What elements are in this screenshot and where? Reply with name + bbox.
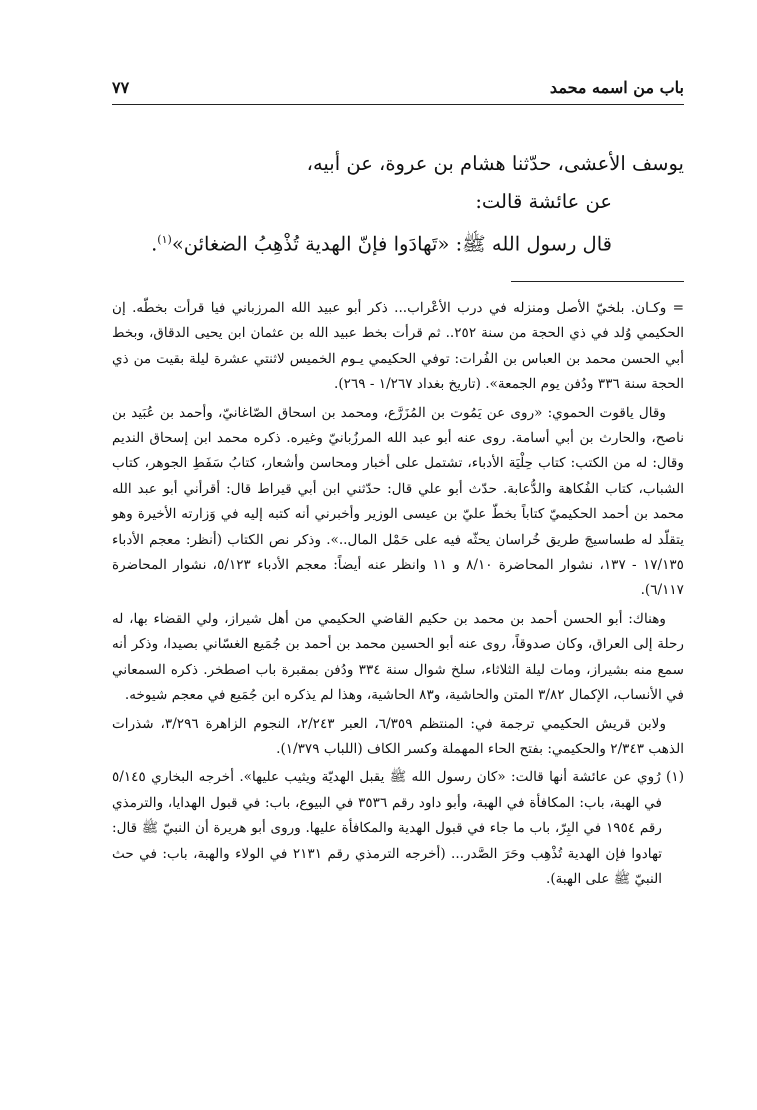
matn-end: .	[151, 232, 158, 256]
footnote-1: (١) رُوي عن عائشة أنها قالت: «كان رسول الله ﷺ يقبل الهديّة ويثيب عليها». أخرجه البخاري ٥/١٤٥ في الهبة، باب: المكافأة في الهبة، وأبو داود رقم ٣٥٣٦ في البيوع، باب: في قبول الهدايا، والترمذي رقم ١٩٥٤ في البِرّ، باب ما جاء في قبول الهدية والمكافأة عليها. وروى أبو هريرة أن النبيّ ﷺ قال: تهادوا فإن الهدية تُذْهِب وحَرَ الصَّدر... (أخرجه الترمذي رقم ٢١٣١ في الولاء والهبة، باب: في حث النبيّ ﷺ على الهبة).	[112, 769, 684, 887]
footnote-separator	[511, 281, 684, 282]
hadith-text	[112, 145, 684, 264]
running-title: باب من اسمه محمد	[549, 78, 684, 97]
footnote-paragraph: وهناك: أبو الحسن أحمد بن محمد بن حكيم القاضي الحكيمي من أهل شيراز، ولي القضاء بها، له رحلة إلى العراق، وكان صدوقاً، روى عنه أبو الحسين محمد بن أحمد بن جُمَيع الغسّاني بصيدا، وذكر أنه سمع منه بشيراز، ومات ليلة الثلاثاء، سلخ شوال سنة ٣٣٤ ودُفن بمقبرة باب اصطخر. ذكره السمعاني في الأنساب، الإكمال ٣/٨٢ المتن والحاشية، و٨٣ الحاشية، وهذا لم يذكره ابن جُمَيع في معجم شيوخه.	[112, 610, 685, 704]
page-number: ٧٧	[112, 78, 130, 97]
isnad-line: يوسف الأعشى، حدّثنا هشام بن عروة، عن أبيه،	[306, 152, 684, 175]
running-head	[112, 78, 684, 106]
matn-text: قال رسول الله ﷺ: «تَهادَوا فإنّ الهدية تُذْهِبُ الضغائن»	[171, 232, 612, 256]
matn-line	[112, 221, 612, 264]
footnotes	[112, 296, 684, 895]
footnote-paragraph: = وكـان. بلخيّ الأصل ومنزله في درب الأعْراب... ذكر أبو عبيد الله المرزباني فيا قرأت بخطّه. إن الحكيمي وُلد في ذي الحجة من سنة ٢٥٢.. ثم قرأت بخط عبيد الله بن عثمان ابن يحيى الدقاق، وبخط أبي الحسن محمد بن العباس بن الفُرات: توفي الحكيمي يـوم الخميس لاثنتي عشرة ليلة بقيت من ذي الحجة سنة ٣٣٦ ودُفن يوم الجمعة». (تاريخ بغداد ١/٢٦٧ - ٢٦٩).	[112, 300, 684, 393]
footnote-paragraph: ولابن قريش الحكيمي ترجمة في: المنتظم ٦/٣٥٩، العبر ٢/٢٤٣، النجوم الزاهرة ٣/٢٩٦، شذرات الذهب ٢/٣٤٣ والحكيمي: بفتح الحاء المهملة وكسر الكاف (اللباب ١/٣٧٩).	[112, 715, 684, 757]
footnote-reference: (١)	[157, 233, 172, 246]
narrator-line: عن عائشة قالت:	[475, 190, 612, 213]
header-rule	[112, 104, 684, 105]
footnote-paragraph: وقال ياقوت الحموي: «روى عن يَمُوت بن المُزَرَّع، ومحمد بن اسحاق الصّاغانيّ، وأحمد بن عُبَيد بن ناصح، والحارث بن أبي أسامة. روى عنه أبو عبد الله المرزُبانيّ وغيره. ذكره محمد ابن إسحاق النديم وقال: له من الكتب: كتاب حِلْيَة الأدباء، تشتمل على أخبار ومحاسن وأشعار، كتابُ سَفَطِ الجوهر، كتاب الشباب، كتاب الفُكاهة والدُّعابة. حدّث أبو علي قال: حدّثني ابن أبي قيراط قال: أقرأني أبو عبد الله محمد بن أحمد الحكيميّ كتاباً بخطّ عليّ بن عيسى الوزير وأخبرني أنه كتبه إليه في وَزارته الأخيرة وهو يتقلّد له طساسيجَ طريق خُراسان يحثّه فيه على حَمْل المال..». وذكر نص الكتاب (أنظر: معجم الأدباء ١٧/١٣٥ - ١٣٧، نشوار المحاضرة ٨/١٠ و ١١ وانظر عنه أيضاً: معجم الأدباء ٥/١٢٣، نشوار المحاضرة ٦/١١٧).	[112, 404, 684, 599]
